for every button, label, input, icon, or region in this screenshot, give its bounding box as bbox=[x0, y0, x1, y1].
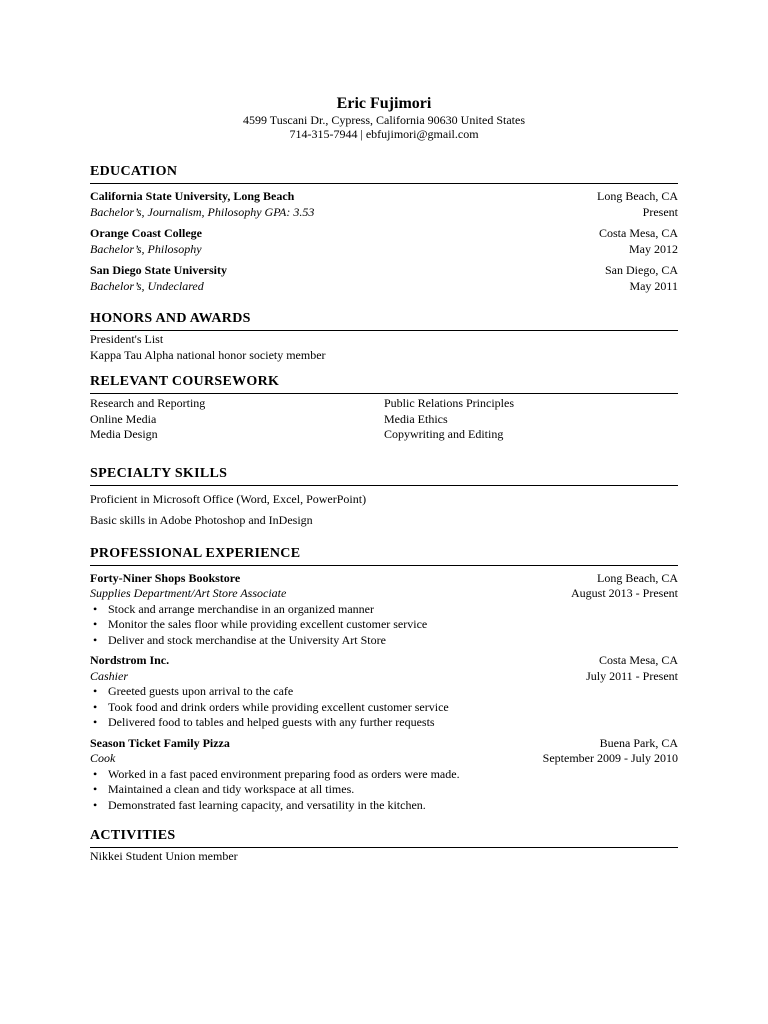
employer-name: Nordstrom Inc. bbox=[90, 653, 170, 667]
job-bullet: • Took food and drink orders while providing excellent customer service bbox=[90, 700, 678, 716]
experience-section bbox=[90, 545, 678, 814]
job-bullet: • Worked in a fast paced environment preparing food as orders were made. bbox=[90, 767, 678, 783]
graduation-date: May 2011 bbox=[629, 278, 678, 293]
activities-section bbox=[90, 827, 678, 865]
section-heading-education: EDUCATION bbox=[90, 163, 678, 184]
job-location: Long Beach, CA bbox=[597, 570, 678, 585]
honors-section bbox=[90, 310, 678, 363]
address-line: 4599 Tuscani Dr., Cypress, California 90630 United States bbox=[243, 113, 525, 127]
job-bullets bbox=[90, 767, 678, 814]
section-heading-skills: SPECIALTY SKILLS bbox=[90, 465, 678, 486]
job-bullet: • Demonstrated fast learning capacity, and versatility in the kitchen. bbox=[90, 798, 678, 814]
coursework-column-left bbox=[90, 396, 384, 443]
job-title: Cook bbox=[90, 751, 116, 765]
education-entry bbox=[90, 189, 678, 220]
school-location: Long Beach, CA bbox=[597, 189, 678, 203]
education-entry bbox=[90, 263, 678, 294]
section-heading-activities: ACTIVITIES bbox=[90, 827, 678, 848]
job-bullet: • Maintained a clean and tidy workspace at all times. bbox=[90, 782, 678, 798]
graduation-date: Present bbox=[642, 204, 678, 219]
resume-header bbox=[90, 94, 678, 141]
honor-item: Kappa Tau Alpha national honor society member bbox=[90, 347, 326, 362]
school-name: California State University, Long Beach bbox=[90, 189, 295, 203]
skills-section bbox=[90, 465, 678, 529]
course-item: Media Design bbox=[90, 427, 158, 441]
section-heading-honors: HONORS AND AWARDS bbox=[90, 310, 678, 331]
degree: Bachelor’s, Undeclared bbox=[90, 278, 204, 293]
education-section bbox=[90, 163, 678, 294]
job-bullet: • Delivered food to tables and helped guests with any further requests bbox=[90, 715, 678, 731]
school-location: San Diego, CA bbox=[605, 263, 678, 277]
education-entry bbox=[90, 226, 678, 257]
phone-email-line: 714-315-7944 | ebfujimori@gmail.com bbox=[289, 126, 479, 141]
skill-item: Proficient in Microsoft Office (Word, Excel, PowerPoint) bbox=[90, 491, 367, 506]
honor-item: President's List bbox=[90, 332, 164, 346]
job-bullets bbox=[90, 684, 678, 731]
course-item: Public Relations Principles bbox=[384, 396, 514, 410]
job-bullets bbox=[90, 602, 678, 649]
course-item: Copywriting and Editing bbox=[384, 427, 504, 441]
candidate-name: Eric Fujimori bbox=[336, 95, 432, 112]
degree: Bachelor’s, Philosophy bbox=[90, 241, 202, 256]
school-name: San Diego State University bbox=[90, 263, 227, 277]
job-dates: September 2009 - July 2010 bbox=[542, 751, 678, 765]
job-title: Supplies Department/Art Store Associate bbox=[90, 586, 287, 600]
job-bullet: • Monitor the sales floor while providing excellent customer service bbox=[90, 617, 678, 633]
school-location: Costa Mesa, CA bbox=[599, 226, 678, 240]
job-entry bbox=[90, 571, 678, 649]
job-entry bbox=[90, 736, 678, 814]
coursework-column-right bbox=[384, 396, 678, 443]
coursework-section bbox=[90, 373, 678, 443]
skill-item: Basic skills in Adobe Photoshop and InDesign bbox=[90, 513, 313, 527]
job-location: Buena Park, CA bbox=[599, 735, 678, 750]
job-title: Cashier bbox=[90, 668, 129, 683]
course-item: Media Ethics bbox=[384, 411, 448, 426]
employer-name: Season Ticket Family Pizza bbox=[90, 735, 230, 750]
job-bullet: • Greeted guests upon arrival to the cafe bbox=[90, 684, 678, 700]
course-item: Online Media bbox=[90, 411, 157, 426]
section-heading-coursework: RELEVANT COURSEWORK bbox=[90, 373, 678, 394]
school-name: Orange Coast College bbox=[90, 226, 202, 240]
job-dates: August 2013 - Present bbox=[571, 586, 678, 600]
employer-name: Forty-Niner Shops Bookstore bbox=[90, 570, 241, 585]
job-bullet: • Stock and arrange merchandise in an organized manner bbox=[90, 602, 678, 618]
job-bullet: • Deliver and stock merchandise at the University Art Store bbox=[90, 633, 678, 649]
job-location: Costa Mesa, CA bbox=[599, 653, 678, 667]
resume-content bbox=[90, 94, 678, 865]
course-item: Research and Reporting bbox=[90, 396, 206, 410]
section-heading-experience: PROFESSIONAL EXPERIENCE bbox=[90, 545, 678, 566]
degree: Bachelor’s, Journalism, Philosophy GPA: 3.53 bbox=[90, 204, 315, 219]
job-entry bbox=[90, 653, 678, 731]
activity-item: Nikkei Student Union member bbox=[90, 849, 238, 863]
graduation-date: May 2012 bbox=[629, 241, 678, 256]
job-dates: July 2011 - Present bbox=[586, 668, 678, 683]
